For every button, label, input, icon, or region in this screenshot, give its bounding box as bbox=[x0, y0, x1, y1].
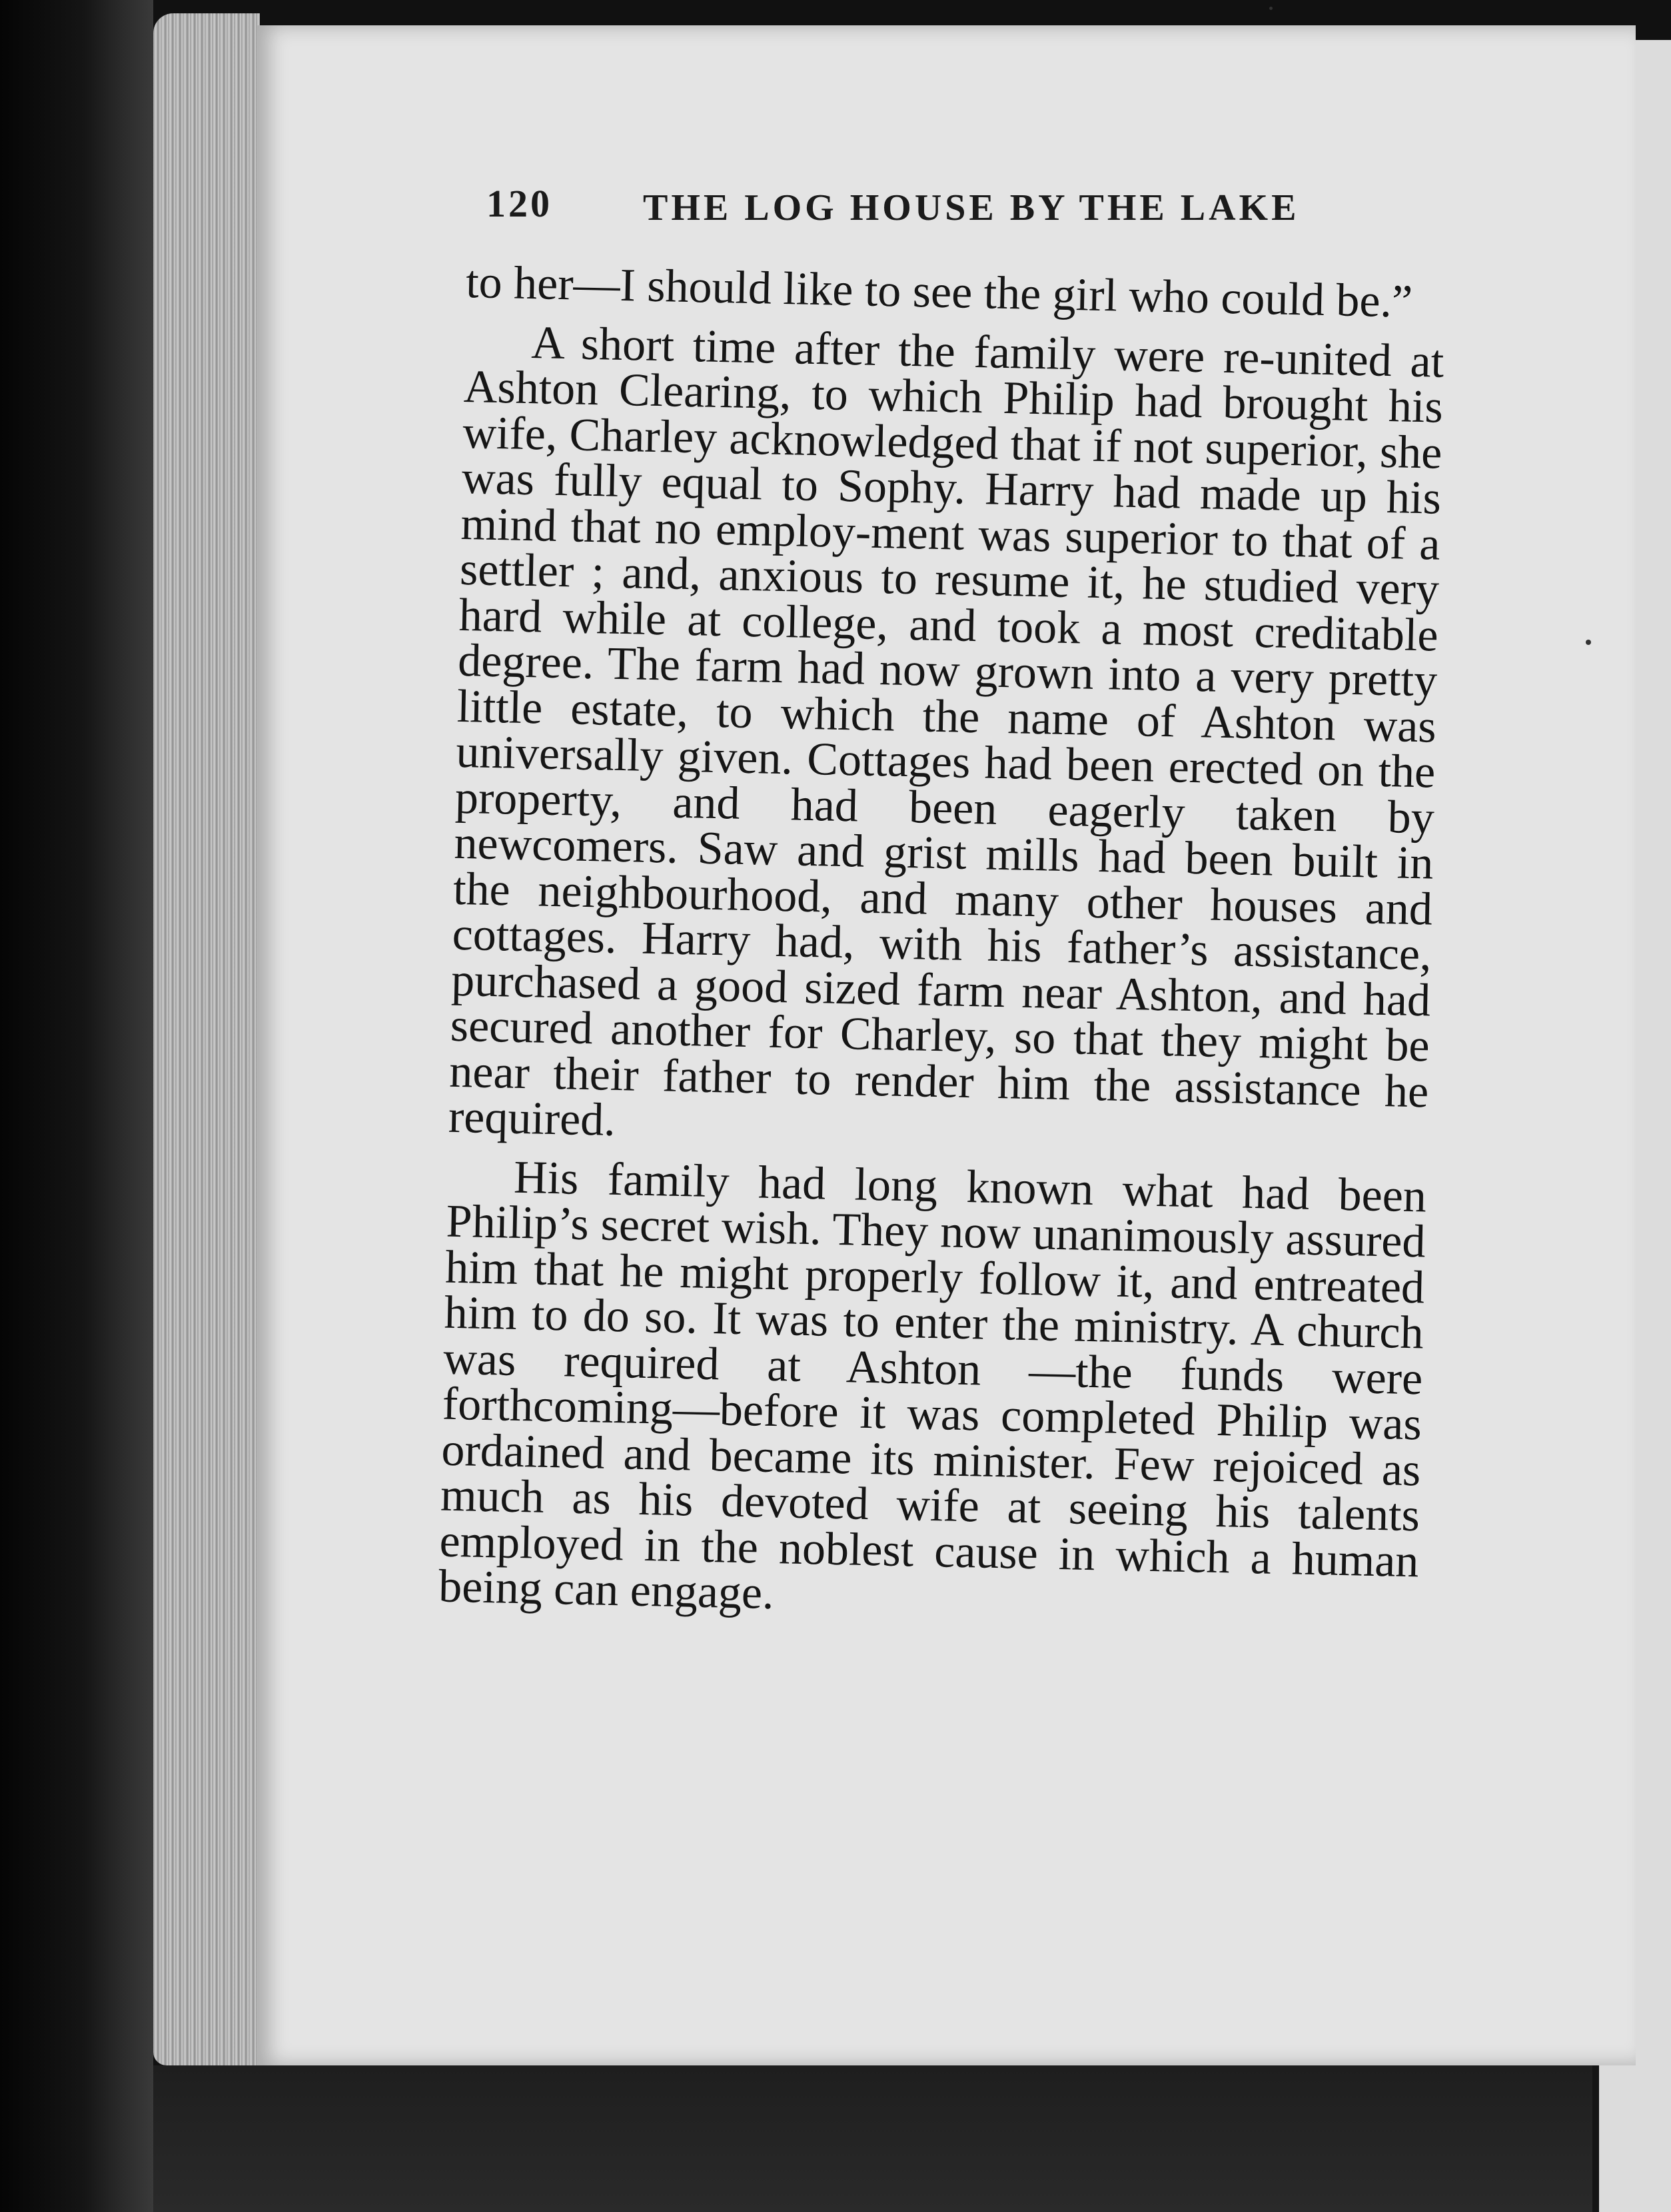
page-edges bbox=[153, 13, 260, 2065]
paragraph-continuation: to her—I should like to see the girl who could be.” bbox=[465, 257, 1413, 328]
page-number: 120 bbox=[486, 182, 552, 225]
paragraph: His family had long known what had been Philip’s secret wish. They now unanimously assured him that he might properly follow it, and entreated him to do so. It was to enter the ministry. A church was required at Ashton —the funds were forthcoming—before it was completed Philip was ordained and became its minister. Few rejoiced as much as his devoted wife at seeing his talents employed in the noblest cause in which a human being can engage. bbox=[438, 1151, 1427, 1620]
dust-speck bbox=[1586, 640, 1591, 645]
paragraph: A short time after the family were re-united at Ashton Clearing, to which Philip had brought his wife, Charley acknowledged that if not superior, she was fully equal to Sophy. Harry had made up his mind that no employ-ment was superior to that of a settler ; and, anxious to resume it, he studied very hard while at college, and took a most creditable degree. The farm had now grown into a very pretty little estate, to which the name of Ashton was universally given. Cottages had been erected on the property, and had been eagerly taken by newcomers. Saw and grist mills had been built in the neighbourhood, and many other houses and cottages. Harry had, with his father’s assistance, purchased a good sized farm near Ashton, and had secured another for Charley, so that they might be near their father to render him the assistance he required. bbox=[448, 316, 1444, 1146]
scan-background bbox=[153, 2065, 1671, 2212]
book-binding bbox=[0, 0, 153, 2212]
running-header bbox=[486, 181, 1319, 235]
dust-speck bbox=[1269, 7, 1273, 10]
page-body bbox=[438, 257, 1446, 1630]
running-title: THE LOG HOUSE BY THE LAKE bbox=[643, 187, 1300, 229]
